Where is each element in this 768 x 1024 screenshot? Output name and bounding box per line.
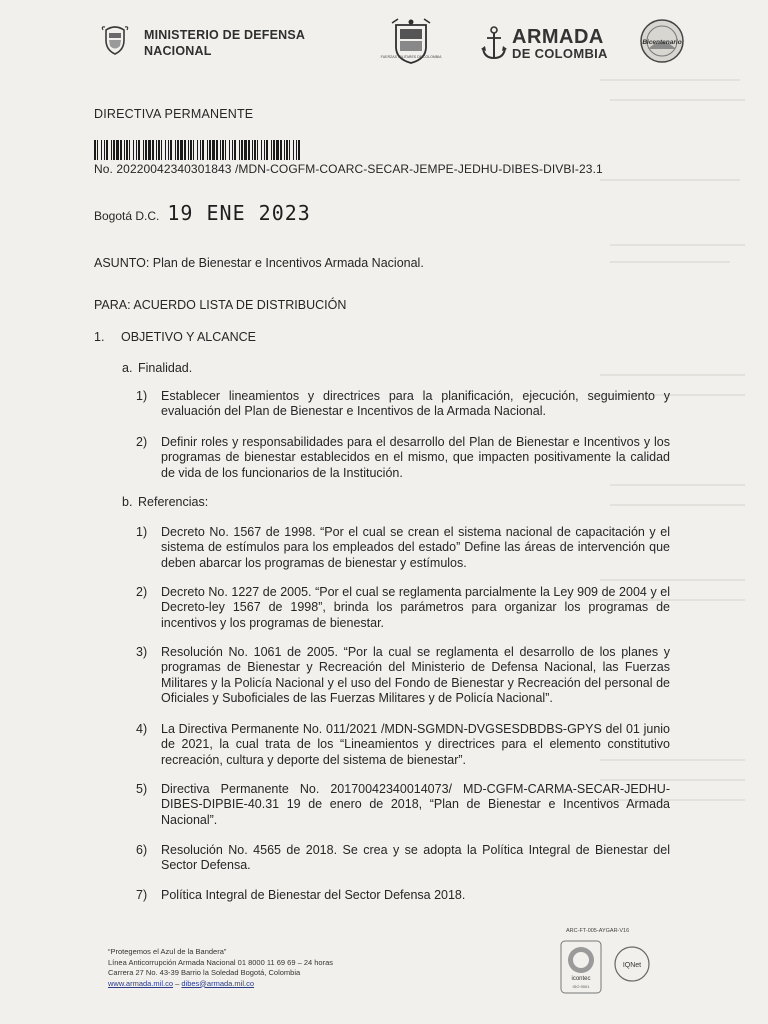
list-item-text: La Directiva Permanente No. 011/2021 /MDN-SGMDN-DVGSESDBDBS-GPYS del 01 junio de 2021, la cual trata de los “Lineamientos y directrices para el elemento constitutivo recreación, cultura y deporte del sistema de bienestar”. (161, 722, 670, 767)
subsection-heading-b (122, 495, 208, 509)
military-forces-caption: FUERZAS MILITARES DE COLOMBIA (380, 55, 442, 59)
list-item-number: 1) (136, 389, 148, 403)
email-link[interactable]: dibes@armada.mil.co (181, 978, 255, 988)
list-item-number: 1) (136, 525, 148, 539)
footer-separator: – (173, 978, 182, 988)
section-heading (94, 330, 256, 344)
page-footer (108, 947, 333, 989)
subsection-title: Referencias: (138, 495, 209, 509)
list-item-text: Decreto No. 1567 de 1998. “Por el cual se crean el sistema nacional de capacitación y el sistema de estímulos para los empleados del estado” Define las áreas de intervención que deben abarcar los programas de bienestar y estímulos. (161, 525, 670, 570)
list-item-number: 4) (136, 722, 148, 736)
list-item (136, 843, 670, 874)
armada-line1: ARMADA (512, 26, 604, 48)
military-forces-seal-icon (388, 17, 434, 69)
ministry-name (144, 27, 305, 59)
subsection-letter: b. (122, 495, 133, 509)
subject-line: ASUNTO: Plan de Bienestar e Incentivos Armada Nacional. (94, 256, 424, 270)
subsection-title: Finalidad. (138, 361, 193, 375)
iqnet-label: IQNet (622, 962, 642, 969)
document-barcode (94, 140, 302, 160)
list-item (136, 525, 670, 571)
section-number: 1. (94, 330, 105, 344)
date-stamp: 19 ENE 2023 (167, 201, 311, 225)
list-item (136, 722, 670, 768)
list-item (136, 435, 670, 481)
document-number: No. 20220042340301843 /MDN-COGFM-COARC-SECAR-JEMPE-JEDHU-DIBES-DIVBI-23.1 (94, 162, 603, 176)
list-item-number: 3) (136, 645, 148, 659)
footer-hotline: Línea Anticorrupción Armada Nacional 01 8000 11 69 69 – 24 horas (108, 957, 334, 967)
date-city: Bogotá D.C. (94, 209, 160, 223)
list-item (136, 888, 670, 903)
list-item-text: Directiva Permanente No. 20170042340014073/ MD-CGFM-CARMA-SECAR-JEDHU-DIBES-DIPBIE-40.31 19 de enero de 2018, “Plan de Bienestar e Incentivos Armada Nacional”. (161, 782, 670, 827)
list-item-text: Política Integral de Bienestar del Sector Defensa 2018. (161, 888, 466, 902)
icontec-sublabel: ISO 9001 (572, 984, 590, 989)
list-item-number: 5) (136, 782, 148, 796)
iqnet-certification-icon (612, 944, 652, 988)
list-item-text: Establecer lineamientos y directrices para la planificación, ejecución, seguimiento y evaluación del Plan de Bienestar e Incentivos de la Armada Nacional. (161, 389, 670, 419)
list-item-number: 7) (136, 888, 148, 902)
list-item (136, 782, 670, 828)
armada-anchor-icon (480, 24, 508, 62)
date-line (94, 201, 311, 225)
list-item (136, 585, 670, 631)
icontec-label: icontec (571, 976, 591, 982)
bicentenario-label: Bicentenario (642, 39, 682, 46)
website-link[interactable]: www.armada.mil.co (108, 978, 174, 988)
list-item (136, 645, 670, 707)
section-title: OBJETIVO Y ALCANCE (121, 330, 257, 344)
ministry-line2: NACIONAL (144, 44, 212, 58)
list-item-text: Resolución No. 1061 de 2005. “Por la cual se reglamenta el desarrollo de los planes y programas de Bienestar y Recreación del Ministerio de Defensa Nacional, las Fuerzas Militares y la Policía Nacional y el uso del Fondo de Bienestar y Recreación del personal de Oficiales y Suboficiales de las Fuerzas Militares y de Policía Nacional”. (161, 645, 670, 706)
list-item-text: Decreto No. 1227 de 2005. “Por el cual se reglamenta parcialmente la Ley 909 de 2004 y el Decreto-ley 1567 de 1998”, brinda los parámetros para organizar los programas de incentivos y los programas de bienestar. (161, 585, 670, 630)
list-item-number: 6) (136, 843, 148, 857)
document-type: DIRECTIVA PERMANENTE (94, 107, 254, 121)
list-item (136, 389, 670, 420)
armada-line2: DE COLOMBIA (512, 46, 608, 61)
colombia-shield-icon (100, 24, 130, 56)
subsection-heading-a (122, 361, 192, 375)
list-item-text: Definir roles y responsabilidades para el desarrollo del Plan de Bienestar e Incentivos y los programas de bienestar establecidos en el mismo, que impacten positivamente la calidad de vida de los funcionarios de la Institución. (161, 435, 670, 480)
armada-brand (512, 27, 608, 61)
subsection-letter: a. (122, 361, 133, 375)
bicentenario-seal-icon (638, 15, 686, 69)
list-item-number: 2) (136, 435, 148, 449)
list-item-number: 2) (136, 585, 148, 599)
footer-contacts (108, 979, 333, 990)
recipients-line: PARA: ACUERDO LISTA DE DISTRIBUCIÓN (94, 298, 347, 312)
ministry-line1: MINISTERIO DE DEFENSA (144, 28, 306, 42)
footer-address: Carrera 27 No. 43-39 Barrio la Soledad Bogotá, Colombia (108, 968, 301, 977)
icontec-certification-icon (560, 940, 602, 994)
footer-motto: “Protegemos el Azul de la Bandera” (108, 947, 227, 956)
form-code: ARC-FT-005-AYGAR-V16 (566, 928, 630, 934)
list-item-text: Resolución No. 4565 de 2018. Se crea y se adopta la Política Integral de Bienestar del Sector Defensa. (161, 843, 670, 873)
